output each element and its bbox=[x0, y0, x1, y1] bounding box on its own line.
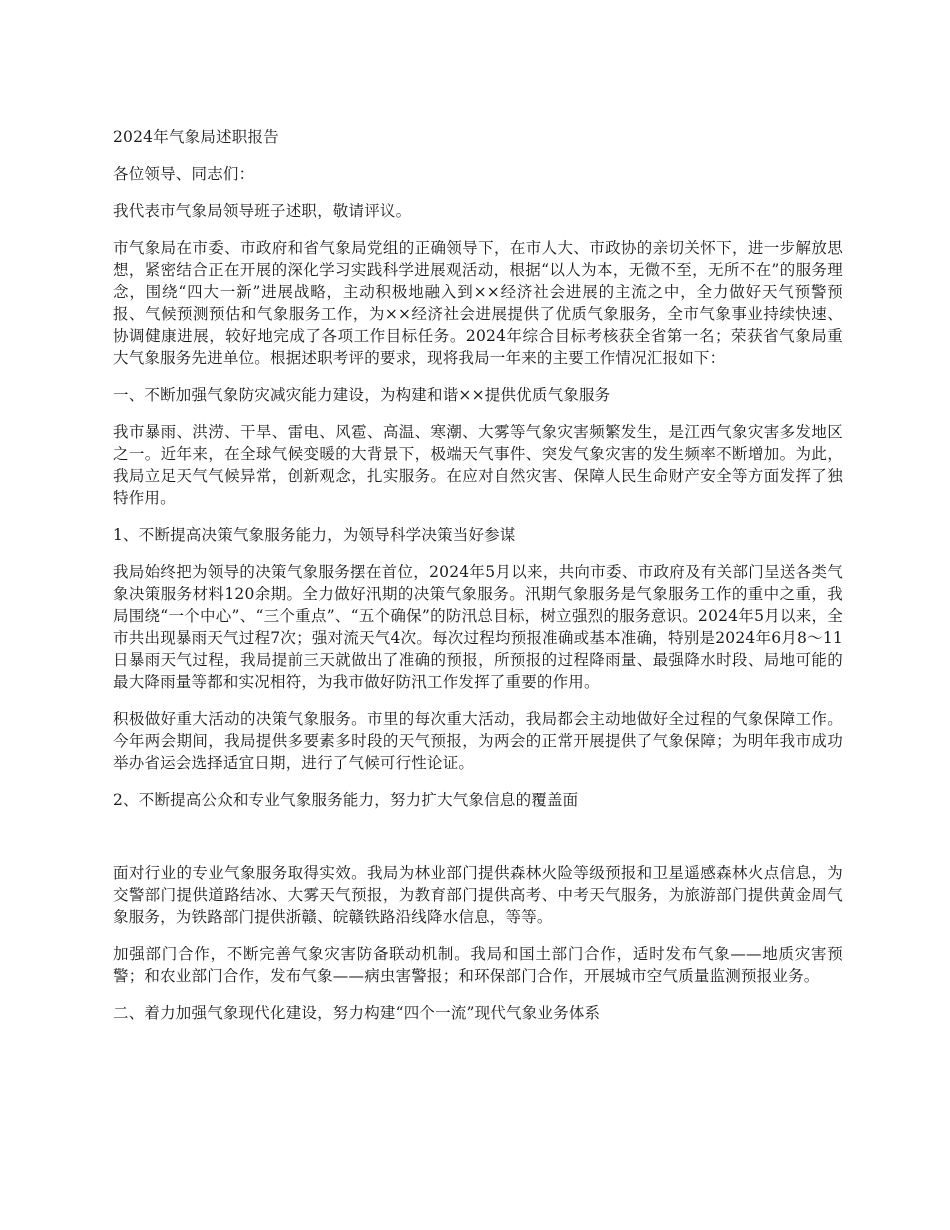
blank-gap bbox=[113, 826, 843, 862]
paragraph-decision-service: 我局始终把为领导的决策气象服务摆在首位，2024年5月以来，共向市委、市政府及有关部门呈送各类气象决策服务材料120余期。全力做好汛期的决策气象服务。汛期气象服务是气象服务工作的重中之重，我局围绕“一个中心”、“三个重点”、“五个确保”的防汛总目标，树立强烈的服务意识。2024年5月以来，全市共出现暴雨天气过程7次；强对流天气4次。每次过程均预报准确或基本准确，特别是2024年6月8～11日暴雨天气过程，我局提前三天就做出了准确的预报，所预报的过程降雨量、最强降水时段、局地可能的最大降雨量等都和实况相符，为我市做好防汛工作发挥了重要的作用。 bbox=[113, 563, 843, 691]
section-heading-1: 一、不断加强气象防灾减灾能力建设，为构建和谐××提供优质气象服务 bbox=[113, 386, 611, 404]
subsection-heading-1-2: 2、不断提高公众和专业气象服务能力，努力扩大气象信息的覆盖面 bbox=[113, 791, 579, 809]
subsection-heading-1-1: 1、不断提高决策气象服务能力，为领导科学决策当好参谋 bbox=[113, 526, 516, 544]
greeting: 各位领导、同志们： bbox=[113, 165, 255, 183]
document-title: 2024年气象局述职报告 bbox=[113, 128, 279, 146]
paragraph-overview: 市气象局在市委、市政府和省气象局党组的正确领导下，在市人大、市政协的亲切关怀下，进一步解放思想，紧密结合正在开展的深化学习实践科学进展观活动，根据“以人为本，无微不至，无所不在”的服务理念，围绕“四大一新”进展战略，主动积极地融入到××经济社会进展的主流之中，全力做好天气预警预报、气候预测预估和气象服务工作，为××经济社会进展提供了优质气象服务，全市气象事业持续快速、协调健康进展，较好地完成了各项工作目标任务。2024年综合目标考核获全省第一名；荣获省气象局重大气象服务先进单位。根据述职考评的要求，现将我局一年来的主要工作情况汇报如下： bbox=[113, 239, 843, 367]
document-body bbox=[113, 126, 843, 1039]
paragraph-cooperation: 加强部门合作，不断完善气象灾害防备联动机制。我局和国土部门合作，适时发布气象——地质灾害预警；和农业部门合作，发布气象——病虫害警报；和环保部门合作，开展城市空气质量监测预报业务。 bbox=[113, 945, 843, 985]
section-heading-2: 二、着力加强气象现代化建设，努力构建“四个一流”现代气象业务体系 bbox=[113, 1004, 601, 1022]
paragraph-major-events: 积极做好重大活动的决策气象服务。市里的每次重大活动，我局都会主动地做好全过程的气象保障工作。今年两会期间，我局提供多要素多时段的天气预报，为两会的正常开展提供了气象保障；为明年我市成功举办省运会选择适宜日期，进行了气候可行性论证。 bbox=[113, 710, 843, 772]
intro-paragraph: 我代表市气象局领导班子述职，敬请评议。 bbox=[113, 202, 412, 220]
paragraph-disasters: 我市暴雨、洪涝、干旱、雷电、风雹、高温、寒潮、大雾等气象灾害频繁发生，是江西气象灾害多发地区之一。近年来，在全球气候变暖的大背景下，极端天气事件、突发气象灾害的发生频率不断增加。为此，我局立足天气气候异常，创新观念，扎实服务。在应对自然灾害、保障人民生命财产安全等方面发挥了独特作用。 bbox=[113, 423, 843, 507]
paragraph-industry-service: 面对行业的专业气象服务取得实效。我局为林业部门提供森林火险等级预报和卫星遥感森林火点信息，为交警部门提供道路结冰、大雾天气预报，为教育部门提供高考、中考天气服务，为旅游部门提供黄金周气象服务，为铁路部门提供浙赣、皖赣铁路沿线降水信息，等等。 bbox=[113, 864, 843, 926]
